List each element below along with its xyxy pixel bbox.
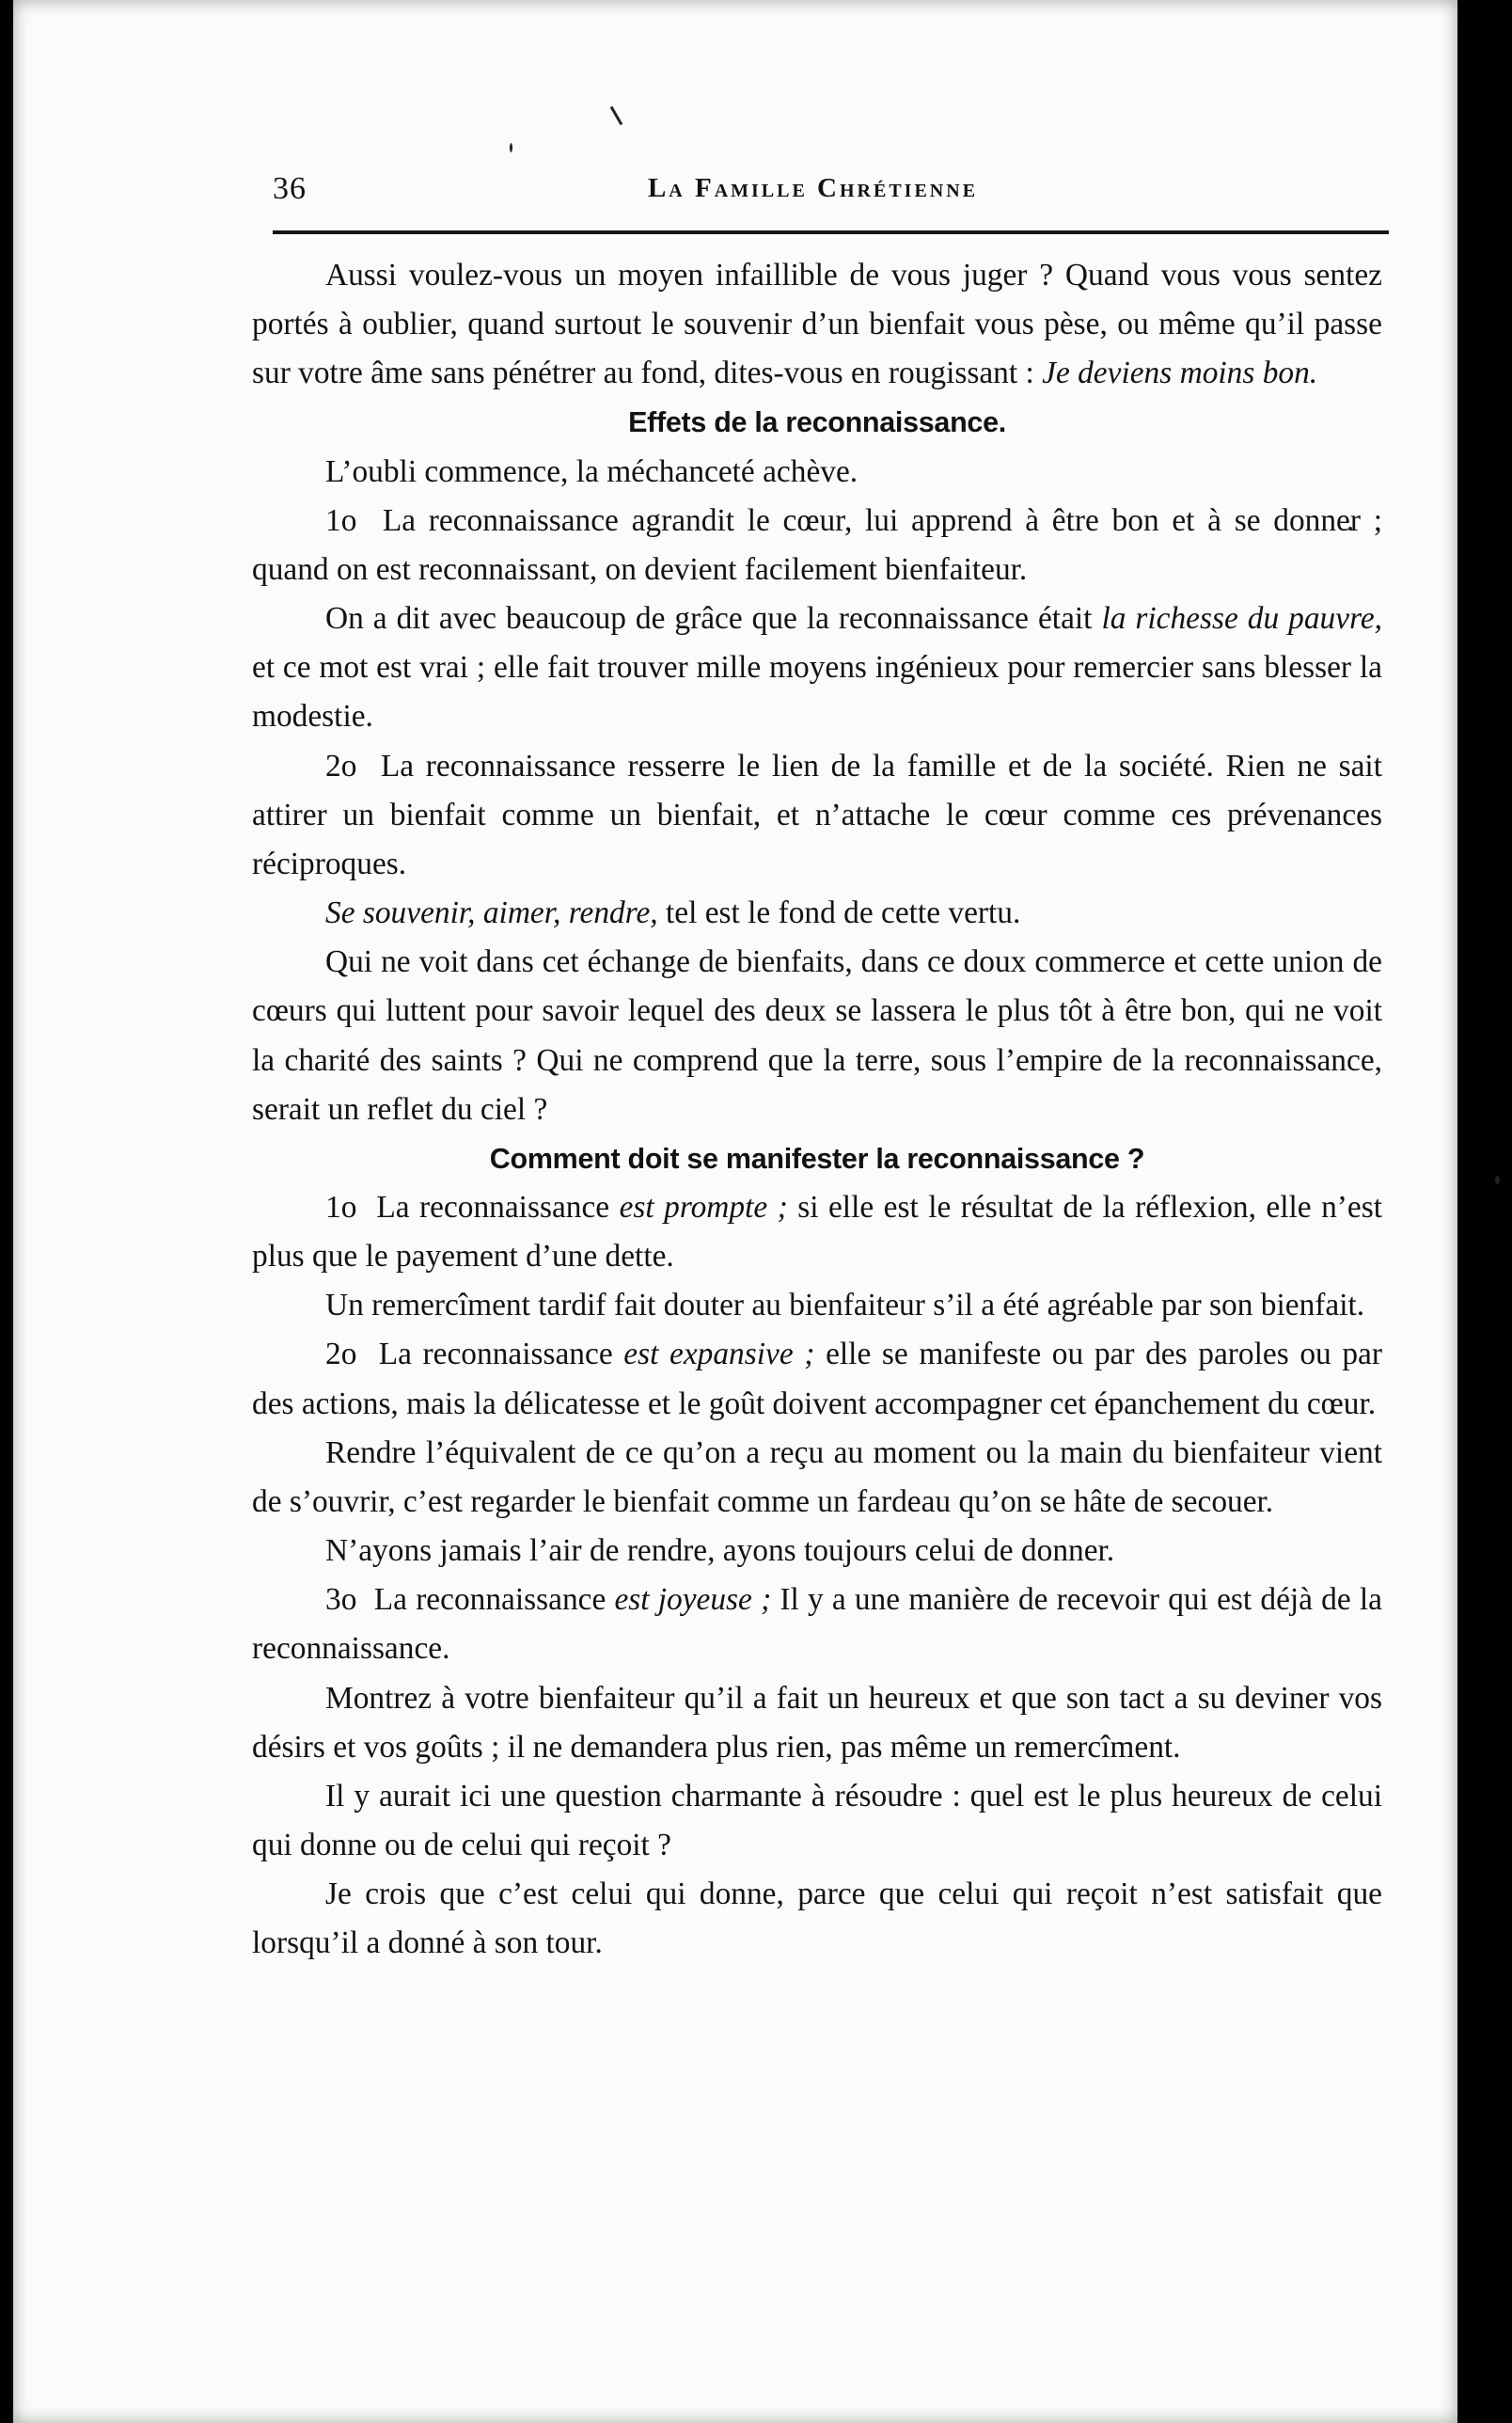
paragraph-text: Il y a une manière de recevoir qui est déjà de la reconnaissance.: [252, 1582, 1382, 1667]
paragraph-text: La reconnaissance: [378, 1337, 624, 1372]
paragraph: [252, 938, 1382, 1134]
paragraph-text: L’oubli commence, la méchanceté achève.: [325, 453, 858, 489]
paragraph-text: Aussi voulez-vous un moyen infaillible de vous juger ? Quand vous vous sentez portés à oublier, quand surtout le souvenir d’un bienfait vous pèse, ou même qu’il passe sur votre âme sans pénétrer au fond, dites-vous en rougissant :: [252, 258, 1382, 391]
paragraph: [252, 1429, 1382, 1527]
paragraph: [252, 594, 1382, 741]
paragraph-text: Un remercîment tardif fait douter au bienfaiteur s’il a été agréable par son bienfait.: [325, 1288, 1365, 1323]
paragraph-number: 3o: [325, 1582, 357, 1618]
paragraph: [252, 1330, 1382, 1428]
paragraph-number: 1o: [325, 502, 357, 538]
paragraph: [252, 889, 1382, 938]
paragraph-text: elle se manifeste ou par des paroles ou par des actions, mais la délicatesse et le goût doivent accompagner cet épanchement du cœur.: [252, 1337, 1382, 1421]
running-header: [237, 166, 1389, 220]
paragraph-text: Rendre l’équivalent de ce qu’on a reçu au moment ou la main du bienfaiteur vient de s’ouvrir, c’est regarder le bienfait comme un fardeau qu’on se hâte de secouer.: [252, 1434, 1382, 1519]
paragraph-text: tel est le fond de cette vertu.: [657, 895, 1021, 931]
paragraph-text: N’ayons jamais l’air de rendre, ayons toujours celui de donner.: [325, 1533, 1115, 1569]
paragraph: [252, 497, 1382, 594]
paragraph: [252, 742, 1382, 889]
paragraph: [252, 1281, 1382, 1330]
paragraph-text: si elle est le résultat de la réflexion, elle n’est plus que le payement d’une dette.: [252, 1189, 1382, 1275]
section-heading: Effets de la reconnaissance.: [628, 406, 1006, 439]
paragraph-text: et ce mot est vrai ; elle fait trouver mille moyens ingénieux pour remercier sans blesser la modestie.: [252, 650, 1382, 735]
paragraph-number: 2o: [325, 748, 357, 784]
paragraph-text: La reconnaissance agrandit le cœur, lui apprend à être bon et à se donner ; quand on est reconnaissant, on devient facilement bienfaiteur.: [252, 502, 1382, 587]
paragraph-number: 2o: [325, 1337, 357, 1372]
section-heading: Comment doit se manifester la reconnaissance ?: [489, 1142, 1145, 1175]
paragraph: [252, 1576, 1382, 1673]
running-title: La Famille Chrétienne: [647, 173, 979, 203]
paragraph: [252, 448, 1382, 497]
paper-speck: [1495, 1176, 1500, 1184]
italic-phrase: est prompte ;: [619, 1189, 788, 1225]
italic-phrase: la richesse du pauvre,: [1101, 601, 1382, 637]
paragraph-text: La reconnaissance: [376, 1189, 620, 1225]
page-body: [252, 251, 1382, 1968]
italic-phrase: est joyeuse ;: [614, 1582, 772, 1618]
paragraph-text: Il y aurait ici une question charmante à résoudre : quel est le plus heureux de celui qui donne ou de celui qui reçoit ?: [252, 1778, 1382, 1862]
paper-speck: [610, 106, 623, 126]
italic-phrase: Je deviens moins bon.: [1042, 356, 1318, 391]
header-rule: [273, 230, 1389, 234]
paragraph-text: La reconnaissance: [373, 1582, 615, 1618]
paragraph: [252, 1183, 1382, 1281]
paragraph-text: Qui ne voit dans cet échange de bienfaits, dans ce doux commerce et cette union de cœurs qui luttent pour savoir lequel des deux se lassera le plus tôt à être bon, qui ne voit la charité des saints ? Qui ne comprend que la terre, sous l’empire de la reconnaissance, serait un reflet du ciel ?: [252, 944, 1382, 1127]
paragraph: [252, 1527, 1382, 1576]
paragraph: [252, 251, 1382, 398]
italic-phrase: est expansive ;: [623, 1337, 815, 1372]
paragraph-text: Montrez à votre bienfaiteur qu’il a fait un heureux et que son tact a su deviner vos désirs et vos goûts ; il ne demandera plus rien, pas même un remercîment.: [252, 1680, 1382, 1765]
paragraph-number: 1o: [325, 1189, 357, 1225]
paragraph-text: La reconnaissance resserre le lien de la famille et de la société. Rien ne sait attirer un bienfait comme un bienfait, et n’attache le cœur comme ces prévenances réciproques.: [252, 748, 1382, 881]
italic-phrase: Se souvenir, aimer, rendre,: [325, 895, 658, 931]
paragraph-text: On a dit avec beaucoup de grâce que la reconnaissance était: [325, 601, 1102, 637]
paragraph-text: Je crois que c’est celui qui donne, parce que celui qui reçoit n’est satisfait que lorsqu’il a donné à son tour.: [252, 1877, 1382, 1961]
paragraph: [252, 1674, 1382, 1772]
paper-speck: [510, 143, 512, 152]
paragraph: [252, 1870, 1382, 1968]
page-number: 36: [273, 171, 307, 206]
paragraph: [252, 1772, 1382, 1870]
